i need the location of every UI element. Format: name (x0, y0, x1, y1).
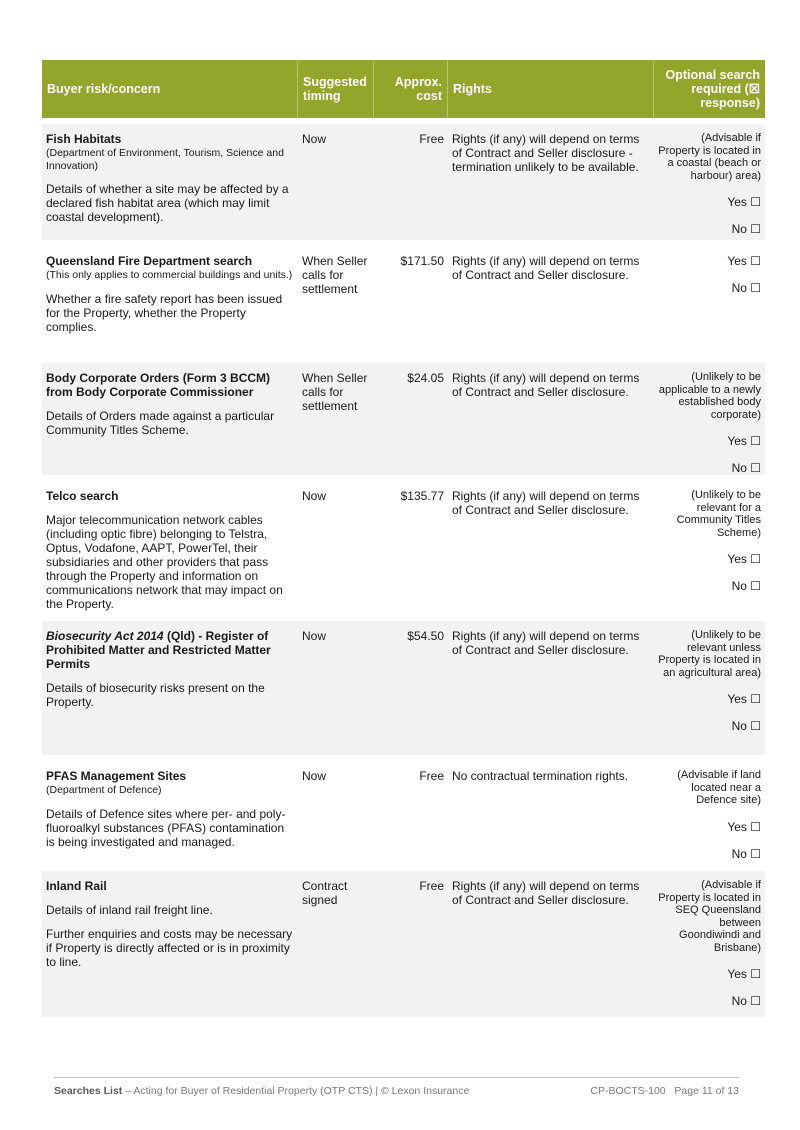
row-subtitle: (Department of Environment, Tourism, Science and Innovation) (46, 147, 284, 172)
footer-document-title (54, 1085, 469, 1097)
row-timing: Now (302, 132, 327, 146)
row-title: Fish Habitats (46, 132, 122, 146)
searches-table (42, 60, 765, 1017)
no-checkbox[interactable]: No ☐ (731, 461, 761, 475)
header-risk: Buyer risk/concern (42, 60, 298, 118)
table-row (42, 761, 765, 865)
row-details: Details of inland rail freight line. (46, 903, 213, 917)
yes-checkbox[interactable]: Yes ☐ (727, 195, 761, 209)
header-optional: Optional search required (☒ response) (665, 68, 760, 110)
yes-checkbox[interactable]: Yes ☐ (727, 692, 761, 706)
row-subtitle: (Department of Defence) (46, 784, 162, 796)
row-title-italic: Biosecurity Act 2014 (46, 629, 164, 643)
yes-checkbox[interactable]: Yes ☐ (727, 254, 761, 268)
row-details: Whether a fire safety report has been issued for the Property, whether the Property complies. (46, 291, 283, 334)
row-title: PFAS Management Sites (46, 769, 187, 783)
row-note: (Unlikely to be applicable to a newly established body corporate) (658, 371, 761, 421)
row-note: (Unlikely to be relevant unless Property is located in an agricultural area) (658, 629, 761, 679)
yes-checkbox[interactable]: Yes ☐ (727, 819, 761, 834)
header-timing: Suggested timing (298, 60, 374, 118)
no-checkbox[interactable]: No ☐ (731, 994, 761, 1008)
row-title: Inland Rail (46, 879, 107, 893)
row-cost: $171.50 (400, 254, 444, 268)
row-details-more: Further enquiries and costs may be necessary if Property is directly affected or is in proximity to line. (46, 927, 293, 969)
row-timing: Now (302, 629, 327, 643)
row-timing: Contract signed (302, 879, 348, 907)
row-title: Telco search (46, 489, 119, 503)
row-timing: When Seller calls for settlement (302, 371, 368, 413)
row-rights: Rights (if any) will depend on terms of Contract and Seller disclosure. (452, 371, 640, 399)
table-row (42, 124, 765, 240)
footer-title-bold: Searches List (54, 1085, 123, 1097)
table-row (42, 246, 765, 357)
row-title-rest: (Qld) - Register of Prohibited Matter and Restricted Matter Permits (46, 629, 271, 671)
row-cost: Free (419, 879, 444, 893)
header-rights: Rights (448, 60, 654, 118)
row-details: Details of biosecurity risks present on the Property. (46, 681, 265, 709)
row-details: Details of Orders made against a particular Community Titles Scheme. (46, 409, 275, 437)
row-note: (Advisable if land located near a Defence site) (677, 769, 761, 806)
row-cost: $24.05 (407, 371, 444, 385)
row-rights: Rights (if any) will depend on terms of Contract and Seller disclosure. (452, 489, 640, 517)
row-title: Queensland Fire Department search (46, 254, 253, 268)
row-rights: Rights (if any) will depend on terms of Contract and Seller disclosure. (452, 879, 640, 907)
no-checkbox[interactable]: No ☐ (731, 579, 761, 593)
row-title: Body Corporate Orders (Form 3 BCCM) from Body Corporate Commissioner (46, 371, 271, 399)
row-timing: When Seller calls for settlement (302, 254, 368, 296)
table-row (42, 363, 765, 475)
footer-page-number: CP-BOCTS-100 Page 11 of 13 (590, 1085, 739, 1097)
row-cost: Free (419, 132, 444, 146)
no-checkbox[interactable]: No ☐ (731, 719, 761, 733)
yes-checkbox[interactable]: Yes ☐ (727, 967, 761, 981)
row-timing: Now (302, 489, 327, 503)
header-cost: Approx. cost (374, 60, 448, 118)
row-details: Details of Defence sites where per- and poly-fluoroalkyl substances (PFAS) contamination is being investigated and managed. (46, 806, 286, 849)
row-details: Details of whether a site may be affected by a declared fish habitat area (which may limit coastal development). (46, 182, 289, 224)
row-note: (Advisable if Property is located in a coastal (beach or harbour) area) (658, 132, 761, 182)
table-row (42, 871, 765, 1017)
row-title (46, 629, 294, 671)
row-note: (Advisable if Property is located in SEQ Queensland between Goondiwindi and Brisbane) (658, 879, 761, 954)
no-checkbox[interactable]: No ☐ (731, 846, 761, 861)
table-header (42, 60, 765, 118)
footer-title-rest: – Acting for Buyer of Residential Property (OTP CTS) | © Lexon Insurance (122, 1085, 470, 1097)
table-row (42, 621, 765, 755)
no-checkbox[interactable]: No ☐ (731, 222, 761, 236)
row-rights: Rights (if any) will depend on terms of Contract and Seller disclosure. (452, 254, 640, 282)
yes-checkbox[interactable]: Yes ☐ (727, 552, 761, 566)
table-row (42, 481, 765, 615)
row-cost: Free (419, 769, 444, 783)
yes-checkbox[interactable]: Yes ☐ (727, 434, 761, 448)
row-note: (Unlikely to be relevant for a Community Titles Scheme) (676, 489, 761, 539)
row-timing: Now (302, 769, 327, 783)
row-subtitle: (This only applies to commercial buildings and units.) (46, 269, 293, 281)
row-cost: $54.50 (407, 629, 444, 643)
no-checkbox[interactable]: No ☐ (731, 281, 761, 295)
row-rights: Rights (if any) will depend on terms of Contract and Seller disclosure - termination unlikely to be available. (452, 132, 640, 174)
row-cost: $135.77 (400, 489, 444, 503)
page-footer (54, 1077, 739, 1097)
row-rights: No contractual termination rights. (452, 769, 629, 783)
row-details: Major telecommunication network cables (including optic fibre) belonging to Telstra, Optus, Vodafone, AAPT, PowerTel, their subsidiaries and other providers that pass through the Property and information on communications network that may impact on the Property. (46, 513, 283, 611)
row-rights: Rights (if any) will depend on terms of Contract and Seller disclosure. (452, 629, 640, 657)
